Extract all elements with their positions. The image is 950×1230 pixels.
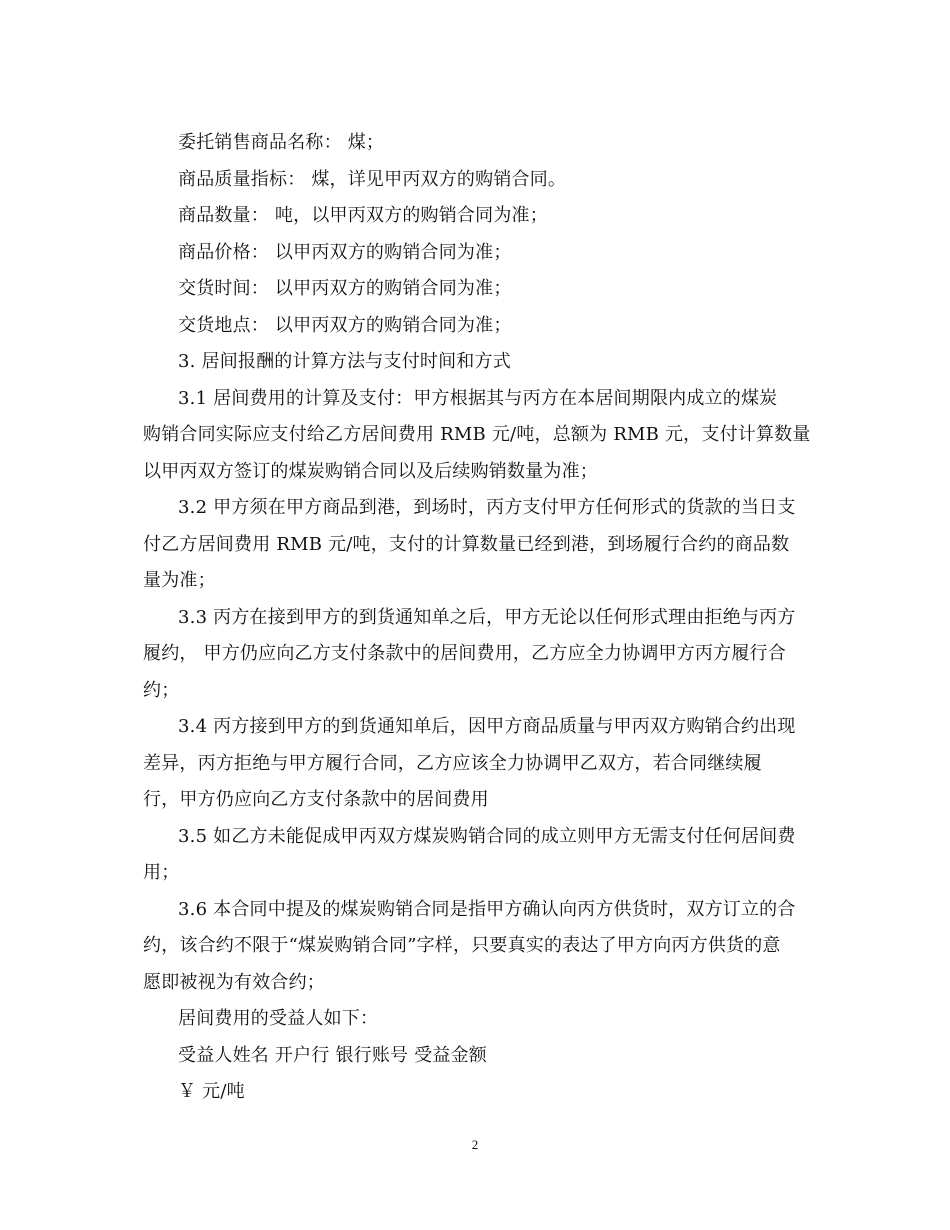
- text-line: 约，该合约不限于“煤炭购销合同”字样，只要真实的表达了甲方向丙方供货的意: [143, 935, 781, 956]
- text-line: 商品数量： 吨，以甲丙双方的购销合同为准；: [178, 205, 548, 226]
- text-line: 交货地点： 以甲丙双方的购销合同为准；: [178, 315, 512, 336]
- section-heading: 3. 居间报酬的计算方法与支付时间和方式: [178, 351, 511, 372]
- beneficiary-amount: ￥ 元/吨: [178, 1081, 245, 1102]
- text-line: 购销合同实际应支付给乙方居间费用 RMB 元/吨，总额为 RMB 元，支付计算数量: [143, 424, 811, 445]
- text-line: 商品质量指标： 煤，详见甲丙双方的购销合同。: [178, 169, 567, 190]
- text-line: 3.3 丙方在接到甲方的到货通知单之后，甲方无论以任何形式理由拒绝与丙方: [178, 607, 796, 628]
- text-line: 约；: [143, 680, 180, 701]
- text-line: 差异，丙方拒绝与甲方履行合同，乙方应该全力协调甲乙双方，若合同继续履: [143, 753, 762, 774]
- text-line: 居间费用的受益人如下：: [178, 1008, 379, 1029]
- text-line: 交货时间： 以甲丙双方的购销合同为准；: [178, 278, 512, 299]
- text-line: 3.5 如乙方未能促成甲丙双方煤炭购销合同的成立则甲方无需支付任何居间费: [178, 826, 796, 847]
- text-line: 3.1 居间费用的计算及支付：甲方根据其与丙方在本居间期限内成立的煤炭: [178, 388, 778, 409]
- text-line: 委托销售商品名称： 煤；: [178, 132, 385, 153]
- text-line: 3.6 本合同中提及的煤炭购销合同是指甲方确认向丙方供货时，双方订立的合: [178, 899, 796, 920]
- text-line: 3.2 甲方须在甲方商品到港，到场时，丙方支付甲方任何形式的货款的当日支: [178, 497, 796, 518]
- beneficiary-header: 受益人姓名 开户行 银行账号 受益金额: [178, 1045, 487, 1066]
- text-line: 付乙方居间费用 RMB 元/吨，支付的计算数量已经到港，到场履行合约的商品数: [143, 534, 790, 555]
- text-line: 履约， 甲方仍应向乙方支付条款中的居间费用，乙方应全力协调甲方丙方履行合: [143, 643, 786, 664]
- text-line: 愿即被视为有效合约；: [143, 972, 325, 993]
- text-line: 行，甲方仍应向乙方支付条款中的居间费用: [143, 789, 489, 810]
- text-line: 以甲丙双方签订的煤炭购销合同以及后续购销数量为准；: [143, 461, 598, 482]
- text-line: 商品价格： 以甲丙双方的购销合同为准；: [178, 242, 512, 263]
- text-line: 用；: [143, 862, 180, 883]
- text-line: 3.4 丙方接到甲方的到货通知单后，因甲方商品质量与甲丙双方购销合约出现: [178, 716, 796, 737]
- page-number: 2: [471, 1137, 479, 1152]
- text-line: 量为准；: [143, 570, 216, 591]
